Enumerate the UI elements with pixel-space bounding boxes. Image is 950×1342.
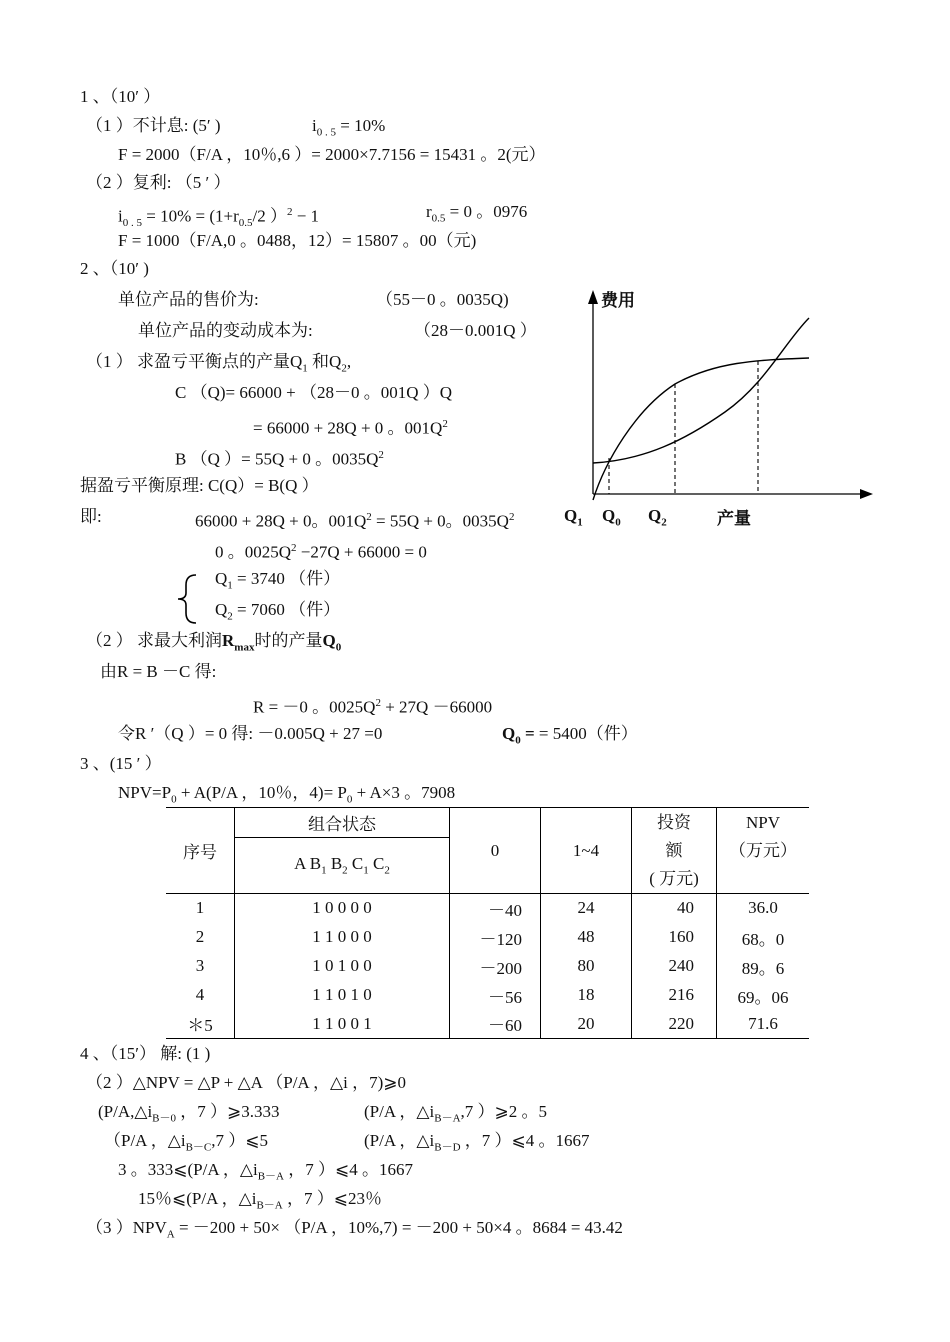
cell-years: 18: [541, 981, 632, 1010]
q2-cost-expanded: = 66000 + 28Q + 0 。$001Q^2$: [253, 418, 448, 438]
cost-curve: [593, 318, 809, 463]
th-combo: 组合状态: [235, 808, 450, 838]
q1-rate2: $i_{0 . 5} = 10\% = (1+r_{0.5}/2$ ）$^2$ − 1: [118, 206, 320, 230]
q3-heading: 3 、(15 ′ ）: [80, 754, 162, 773]
q4-line3a: （P/A ，$\triangle i_{B-C},7$ ）⩽5: [104, 1131, 269, 1154]
cell-years: 20: [541, 1010, 632, 1039]
q2-q0-result: $Q_0$ = = 5400（件）: [502, 724, 638, 747]
cell-npv: 71.6: [717, 1010, 810, 1039]
q1-part1: （1 ）不计息: (5′ ): [86, 116, 221, 135]
table-row: [166, 952, 809, 981]
x-axis-arrow: [860, 489, 873, 499]
th-years: 1~4: [541, 808, 632, 894]
cell-zero: －40: [450, 894, 541, 923]
cell-combo: 1 1 0 1 0: [235, 981, 450, 1010]
q4-heading: 4 、（15′） 解: (1 ): [80, 1044, 211, 1063]
chart-q2-label: $Q_2$: [648, 506, 667, 529]
table-row: [166, 923, 809, 952]
q2-principle: 据盈亏平衡原理: C(Q）= B(Q ）: [80, 476, 319, 495]
q1-f2: F = 1000（F/A,0 。0488，12）= 15807 。00（元): [118, 231, 477, 250]
q2-cost-label: 单位产品的变动成本为:: [138, 321, 313, 340]
cell-zero: －200: [450, 952, 541, 981]
cell-combo: 1 0 0 0 0: [235, 894, 450, 923]
q2-profit-function: R = －0 。$0025Q^2 + 27Q -66000$: [253, 697, 493, 717]
revenue-curve: [593, 358, 809, 500]
th-seq: 序号: [166, 808, 235, 894]
cell-zero: －60: [450, 1010, 541, 1039]
solution-brace: [174, 573, 200, 625]
cell-invest: 216: [632, 981, 717, 1010]
cell-npv: 68。0: [717, 923, 810, 952]
cell-seq: 4: [195, 985, 205, 1004]
q2-heading: 2 、（10′ ): [80, 259, 149, 278]
cell-npv: 36.0: [717, 894, 810, 923]
cell-seq: 1: [166, 894, 235, 923]
q2-ji: 即:: [80, 507, 102, 526]
cell-years: 48: [541, 923, 632, 952]
cell-combo: 1 1 0 0 0: [235, 923, 450, 952]
cell-invest: 40: [632, 894, 717, 923]
q2-solution-q1: $Q_1 = 3740$ （件）: [215, 569, 341, 592]
chart-y-label: 费用: [601, 291, 635, 310]
q4-line1: （2 ）△NPV = △P + △A （P/A ，△i ，7)⩾0: [86, 1073, 406, 1092]
cell-combo: 1 1 0 0 1: [235, 1010, 450, 1039]
q2-solution-q2: $Q_2 = 7060$ （件）: [215, 600, 341, 623]
cell-invest: 160: [632, 923, 717, 952]
q4-line6: （3 ）$NPV_A = -200 + 50\times (P/A$ ，10%,7) = －200 + 50×4 。8684 = 43.42: [86, 1218, 623, 1241]
q4-line3b: (P/A ，$\triangle i_{B-D}$ ，7 ）⩽4 。1667: [364, 1131, 590, 1154]
q2-price-value: （55－0 。0035Q): [376, 290, 509, 309]
q2-cost-function: C （Q)= 66000 + （28－0 。001Q ）Q: [175, 383, 453, 402]
q1-f1: F = 2000（F/A ，10％,6 ）= 2000×7.7156 = 15431 。2(元）: [118, 145, 546, 164]
q2-profit-def: 由R = B －C 得:: [100, 662, 217, 681]
q1-r05: $r_{0.5} = 0$ 。0976: [426, 202, 528, 225]
q1-heading: 1 、（10′ ）: [80, 87, 161, 106]
q2-part1: （1 ） 求盈亏平衡点的产量$Q_1$ 和$Q_2$,: [86, 352, 352, 375]
cell-zero: －120: [450, 923, 541, 952]
q4-line4: 3 。333⩽(P/A ，$\triangle i_{B-A}$ ，7 ）⩽4 。1667: [118, 1160, 413, 1183]
cell-zero: －56: [450, 981, 541, 1010]
chart-canvas: [575, 282, 885, 542]
chart-x-label: 产量: [717, 509, 751, 528]
cell-seq: ＊5: [166, 1010, 235, 1039]
q1-part2: （2 ）复利: （5 ′ ）: [86, 173, 231, 192]
break-even-chart: [564, 282, 885, 542]
table-row: [166, 1010, 809, 1039]
cell-seq: 2: [195, 927, 205, 946]
table-body: [166, 894, 809, 1039]
q2-part2: （2 ） 求最大利润$R_{max}$时的产量$Q_0$: [86, 631, 342, 654]
q2-revenue-function: B （Q ）= 55Q + 0 。$0035Q^2$: [175, 449, 384, 469]
cell-years: 80: [541, 952, 632, 981]
q2-equation-1: 66000 + 28Q + 0。$001Q^2 = 55Q + 0$。$0035Q^2$: [195, 511, 515, 531]
cell-years: 24: [541, 894, 632, 923]
cell-npv: 69。06: [717, 981, 810, 1010]
table-row: [166, 981, 809, 1010]
y-axis-arrow: [588, 290, 598, 304]
th-npv: NPV （万元）: [717, 808, 810, 894]
th-combo-sub: A $B_1$ $B_2$ $C_1$ $C_2$: [235, 838, 450, 894]
q4-line2a: ($P/A,\triangle i_{B-0}$ ，7 ）⩾3.333: [98, 1102, 280, 1125]
cell-npv: 89。6: [717, 952, 810, 981]
q2-price-label: 单位产品的售价为:: [118, 290, 259, 309]
q4-line2b: (P/A ，$\triangle i_{B-A},7$ ）⩾2 。5: [364, 1102, 548, 1125]
cell-invest: 240: [632, 952, 717, 981]
q3-npv-formula: $NPV=P_0 + A(P/A$ ，10％，$4)= P_0 + A\times 3$ 。7908: [118, 783, 456, 806]
q2-cost-value: （28－0.001Q ）: [414, 321, 537, 340]
th-invest: 投资 额 ( 万元): [632, 808, 717, 894]
cell-combo: 1 0 1 0 0: [235, 952, 450, 981]
q2-equation-2: 0 。$0025Q^2 -27Q + 66000 = 0$: [215, 542, 427, 562]
chart-q0-label: $Q_0$: [602, 506, 621, 529]
combination-table: [166, 807, 809, 1039]
cell-invest: 220: [632, 1010, 717, 1039]
cell-seq: 3: [195, 956, 205, 975]
chart-q1-label: $Q_1$: [564, 506, 583, 529]
q2-derivative: 令R ′（Q ）= 0 得: －0.005Q + 27 =0: [118, 724, 383, 743]
q1-rate1: $i_{0 . 5} = 10\%$: [312, 116, 386, 139]
table-row: [166, 894, 809, 923]
q4-line5: 15％⩽(P/A ，$\triangle i_{B-A}$ ，7 ）⩽23％: [138, 1189, 382, 1212]
th-zero: 0: [450, 808, 541, 894]
